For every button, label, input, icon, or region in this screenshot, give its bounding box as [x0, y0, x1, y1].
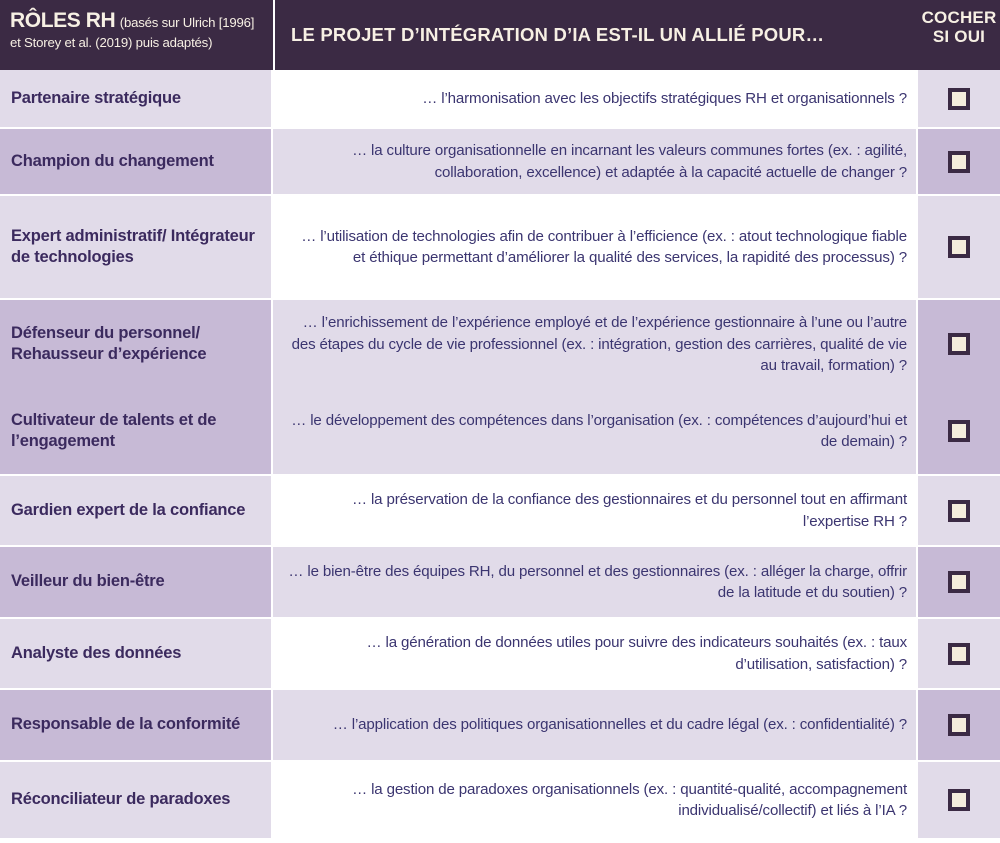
checkbox-cell[interactable] [918, 619, 1000, 688]
checkbox-icon[interactable] [948, 88, 970, 110]
table-row [0, 196, 1000, 300]
checkbox-cell-stack [918, 300, 1000, 474]
checkbox-icon[interactable] [948, 420, 970, 442]
role-cell: Partenaire stratégique [0, 70, 273, 127]
checkbox-cell[interactable] [918, 690, 1000, 760]
header-check-line-2: SI OUI [932, 27, 986, 47]
header-roles-title: RÔLES RH [10, 9, 116, 32]
question-cell-stack [273, 300, 918, 474]
role-cell: Veilleur du bien-être [0, 547, 273, 617]
question-cell: … le développement des compétences dans l’organisation (ex. : compétences d’aujourd’hui et de demain) ? [291, 412, 907, 451]
role-cell: Analyste des données [0, 619, 273, 688]
checkbox-icon[interactable] [948, 236, 970, 258]
checkbox-cell[interactable] [918, 300, 1000, 389]
role-cell: Expert administratif/ Intégrateur de technologies [0, 196, 273, 298]
header-cell-checkbox [918, 0, 1000, 70]
checkbox-icon[interactable] [948, 714, 970, 736]
checkbox-cell[interactable] [918, 70, 1000, 127]
checkbox-cell[interactable] [918, 762, 1000, 838]
question-cell: … la culture organisationnelle en incarnant les valeurs communes fortes (ex. : agilité, collaboration, excellence) et adaptée à la capacité actuelle de changer ? [273, 129, 918, 194]
checkbox-cell[interactable] [918, 129, 1000, 194]
header-cell-question: LE PROJET D’INTÉGRATION D’IA EST-IL UN ALLIÉ POUR… [291, 24, 825, 45]
header-cell-roles [0, 0, 273, 70]
question-cell: … l’utilisation de technologies afin de contribuer à l’efficience (ex. : atout technologique fiable et éthique permettant d’améliorer la qualité des services, la rapidité des processus) ? [273, 196, 918, 298]
question-cell: … la génération de données utiles pour suivre des indicateurs souhaités (ex. : taux d’utilisation, satisfaction) ? [273, 619, 918, 688]
table-body [0, 70, 1000, 843]
role-cell: Défenseur du personnel/ Rehausseur d’expérience [11, 324, 207, 364]
question-cell: … l’enrichissement de l’expérience employé et de l’expérience gestionnaire à l’une ou l’autre des étapes du cycle de vie professionnel (ex. : intégration, gestion des carrières, qualité de vie au travail, formation) ? [291, 314, 907, 375]
table-header [0, 0, 1000, 70]
checkbox-cell[interactable] [918, 476, 1000, 545]
header-check-line-1: COCHER [921, 8, 997, 27]
checkbox-cell[interactable] [918, 389, 1000, 474]
role-cell: Responsable de la conformité [0, 690, 273, 760]
checkbox-icon[interactable] [948, 500, 970, 522]
question-cell: … la préservation de la confiance des gestionnaires et du personnel tout en affirmant l’expertise RH ? [273, 476, 918, 545]
role-cell: Réconciliateur de paradoxes [0, 762, 273, 838]
question-cell: … l’harmonisation avec les objectifs stratégiques RH et organisationnels ? [273, 70, 918, 127]
role-cell: Gardien expert de la confiance [0, 476, 273, 545]
table-row [0, 476, 1000, 547]
role-cell: Cultivateur de talents et de l’engagement [11, 411, 217, 451]
table-row [0, 690, 1000, 762]
role-cell: Champion du changement [0, 129, 273, 194]
table-row [0, 762, 1000, 838]
checkbox-cell[interactable] [918, 547, 1000, 617]
checkbox-icon[interactable] [948, 643, 970, 665]
table-row-group-merged [0, 300, 1000, 476]
checkbox-icon[interactable] [948, 571, 970, 593]
table-row [0, 619, 1000, 690]
role-cell-stack [0, 300, 273, 474]
question-cell: … l’application des politiques organisationnelles et du cadre légal (ex. : confidentialité) ? [273, 690, 918, 760]
checkbox-cell[interactable] [918, 196, 1000, 298]
question-cell: … la gestion de paradoxes organisationnels (ex. : quantité-qualité, accompagnement individualisé/collectif) et liés à l’IA ? [273, 762, 918, 838]
checkbox-icon[interactable] [948, 151, 970, 173]
header-roles-subtitle: (basés sur Ulrich [1996] et Storey et al. (2019) puis adaptés) [10, 15, 255, 50]
table-row [0, 129, 1000, 196]
table-row [0, 70, 1000, 129]
table-row [0, 547, 1000, 619]
question-cell: … le bien-être des équipes RH, du personnel et des gestionnaires (ex. : alléger la charge, offrir de la latitude et du soutien) ? [273, 547, 918, 617]
checkbox-icon[interactable] [948, 789, 970, 811]
checkbox-icon[interactable] [948, 333, 970, 355]
